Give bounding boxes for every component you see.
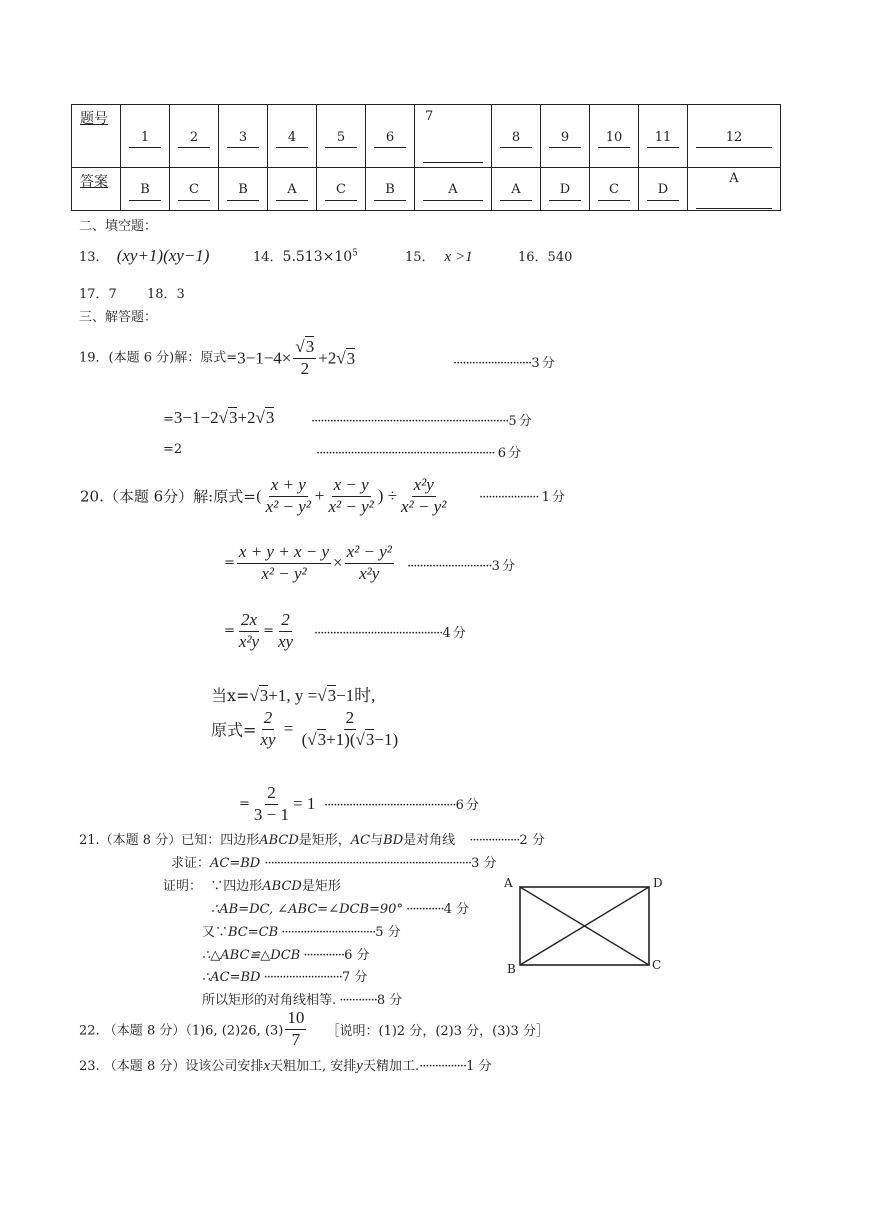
q17-line: 17．7 <box>79 287 117 302</box>
table-row-numbers: 题号 1 2 3 4 5 6 7 8 9 10 11 12 <box>72 105 781 168</box>
q21-step2: 又∵BC=CB ······························5 分 <box>202 925 401 940</box>
q21-step3: ∴△ABC≌△DCB ·············6 分 <box>202 948 370 963</box>
q21-proof: 证明： ∵四边形ABCD是矩形 <box>163 879 341 894</box>
answer-header: 答案 <box>80 174 108 190</box>
q19-score2: ·······························································5 分 <box>311 414 531 429</box>
q21-step1: ∴AB=DC, ∠ABC=∠DCB=90° ············4 分 <box>211 902 470 917</box>
q21-step5: 所以矩形的对角线相等. ············8 分 <box>202 993 403 1008</box>
section2-heading: 二、填空题： <box>79 219 158 234</box>
vertex-label-b: B <box>507 962 516 976</box>
q16-line: 16．540 <box>518 250 573 265</box>
table-header-cell <box>72 168 121 211</box>
vertex-label-c: C <box>652 958 662 972</box>
q19-line3: =2 <box>163 442 183 457</box>
q20-line4: = $\frac{2}{3 - 1}$ = 1 <box>239 783 316 824</box>
q19-score1: ·························3 分 <box>453 356 554 371</box>
q20-score3: ·········································4 分 <box>314 626 465 641</box>
q19-line2: =3−1−2√3+2√3 <box>163 408 275 427</box>
q20-line1: 20.（本题 6分）解:原式=( $\frac{x + y}{\text{x² − y²}}$ + $\frac{x - y}{\text{x² − y²}}$ ) ÷ $\frac{\text{x²y}}{\text{x² − y²}}$ <box>80 475 447 516</box>
q22-line: 22. （本题 8 分）（1)6, (2)26, (3) $\frac{10}{7}$ ［说明：(1)2 分，(2)3 分，(3)3 分］ <box>79 1008 549 1049</box>
vertex-label-a: A <box>504 876 513 890</box>
vertex-label-d: D <box>653 876 663 890</box>
table-row-answers: 答案 B C B A C B A A D C D A <box>72 168 781 211</box>
q18-line: 18．3 <box>147 287 185 302</box>
rectangle-diagram <box>500 872 670 977</box>
q20-line3: = $\frac{2x}{\text{x²y}}$ = $\frac{2}{xy}$ <box>224 610 294 651</box>
q20-when: 当x=√3+1, y =√3−1时, <box>211 686 376 705</box>
q21-step4: ∴AC=BD ·························7 分 <box>202 970 368 985</box>
section3-heading: 三、解答题： <box>79 310 158 325</box>
q20-orig: 原式= $\frac{2}{xy}$ = $\frac{2}{(√3+1)(√3-1)}$ <box>211 708 399 749</box>
answer-table <box>71 104 781 211</box>
q20-score4: ··········································6 分 <box>324 798 478 813</box>
q19-line1: 19．(本题 6 分)解：原式=3−1−4× $\frac{√3}{2}$ +2√3 <box>79 337 356 378</box>
q21-prove: 求证：AC=BD ··································································3 分 <box>171 856 497 871</box>
question-number-header: 题号 <box>80 111 108 127</box>
q14-line: 14．$5.513\times 10^5$ <box>253 248 358 265</box>
q23-line: 23. （本题 8 分）设该公司安排x天粗加工, 安排y天精加工.···············1 分 <box>79 1058 492 1074</box>
q20-score2: ···························3 分 <box>407 559 514 574</box>
q13-line: 13． (xy+1)(xy−1) <box>79 246 210 265</box>
table-header-cell <box>72 105 121 168</box>
q15-line: 15． x >1 <box>405 249 473 265</box>
q20-line2: = $\frac{x + y + x - y}{\text{x² − y²}}$ × $\frac{\text{x² − y²}}{\text{x²y}}$ <box>224 542 392 583</box>
q21-given: 21.（本题 8 分）已知：四边形ABCD是矩形，AC与BD是对角线 ················2 分 <box>79 833 545 848</box>
q20-score1: ··················· 1 分 <box>479 490 565 505</box>
q19-score3: ························································· 6 分 <box>316 446 521 461</box>
